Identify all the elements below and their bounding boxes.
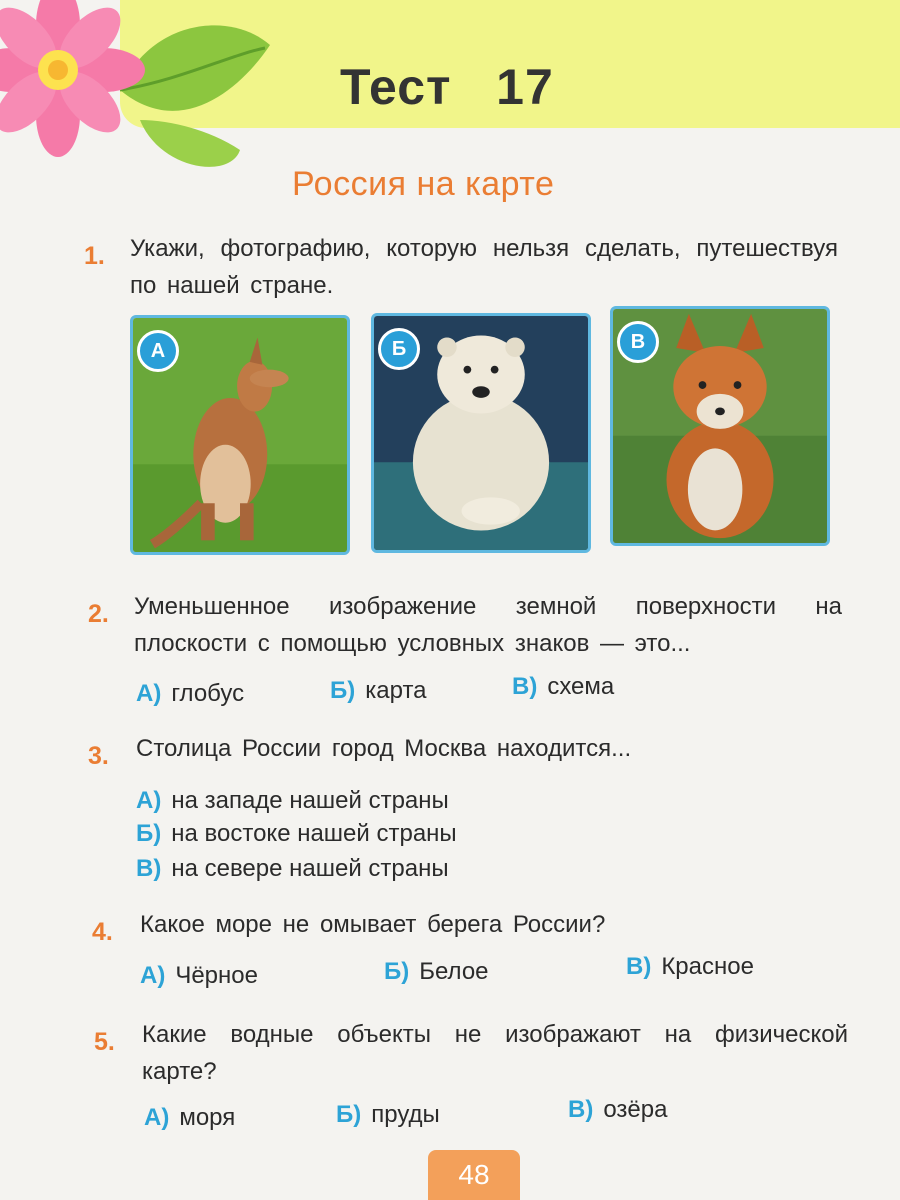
option-letter: Б) bbox=[384, 958, 410, 985]
question-4-number: 4. bbox=[92, 918, 113, 946]
question-5-number: 5. bbox=[94, 1028, 115, 1056]
question-1-text: Укажи, фотографию, которую нельзя сделать, путешествуя по нашей стране. bbox=[130, 235, 838, 299]
option-letter: В) bbox=[568, 1096, 594, 1123]
option-letter: А) bbox=[144, 1104, 170, 1131]
option-text: Красное bbox=[661, 953, 754, 980]
question-3-text: Столица России город Москва находится... bbox=[136, 735, 632, 762]
badge-a: А bbox=[137, 330, 179, 372]
option-letter: В) bbox=[136, 855, 162, 882]
option-letter: А) bbox=[140, 962, 166, 989]
option-text: глобус bbox=[171, 680, 245, 707]
option-letter: А) bbox=[136, 787, 162, 814]
q5-option-a[interactable] bbox=[144, 1104, 235, 1132]
option-text: Чёрное bbox=[175, 962, 258, 989]
q4-option-b[interactable] bbox=[384, 958, 489, 986]
option-text: на западе нашей страны bbox=[171, 787, 449, 814]
q4-option-v[interactable] bbox=[626, 953, 754, 981]
option-text: пруды bbox=[371, 1101, 440, 1128]
option-text: на востоке нашей страны bbox=[171, 820, 457, 847]
q4-option-a[interactable] bbox=[140, 962, 258, 990]
option-letter: А) bbox=[136, 680, 162, 707]
badge-b: Б bbox=[378, 328, 420, 370]
q2-option-a[interactable] bbox=[136, 680, 244, 708]
q5-option-v[interactable] bbox=[568, 1096, 667, 1124]
option-text: озёра bbox=[603, 1096, 668, 1123]
question-1-number: 1. bbox=[84, 242, 105, 270]
question-4-text: Какое море не омывает берега России? bbox=[140, 911, 606, 938]
q3-option-v[interactable] bbox=[136, 855, 449, 883]
photo-option-b[interactable] bbox=[371, 313, 591, 553]
option-letter: Б) bbox=[330, 677, 356, 704]
option-letter: В) bbox=[512, 673, 538, 700]
question-2-number: 2. bbox=[88, 600, 109, 628]
section-subtitle: Россия на карте bbox=[292, 165, 555, 203]
test-title: Тест 17 bbox=[340, 59, 554, 115]
q2-option-b[interactable] bbox=[330, 677, 427, 705]
option-text: карта bbox=[365, 677, 427, 704]
flower-leaf-decoration bbox=[0, 0, 280, 200]
option-letter: Б) bbox=[136, 820, 162, 847]
page-number: 48 bbox=[428, 1150, 520, 1200]
question-3-number: 3. bbox=[88, 742, 109, 770]
q2-option-v[interactable] bbox=[512, 673, 614, 701]
question-5-text: Какие водные объекты не изображают на физической карте? bbox=[142, 1021, 848, 1085]
option-text: Белое bbox=[419, 958, 489, 985]
option-text: моря bbox=[179, 1104, 236, 1131]
q3-option-a[interactable] bbox=[136, 787, 449, 815]
photo-option-v[interactable] bbox=[610, 306, 830, 546]
option-text: на севере нашей страны bbox=[171, 855, 449, 882]
badge-v: В bbox=[617, 321, 659, 363]
question-2-text: Уменьшенное изображение земной поверхности на плоскости с помощью условных знаков — это... bbox=[134, 593, 842, 657]
photo-option-a[interactable] bbox=[130, 315, 350, 555]
q5-option-b[interactable] bbox=[336, 1101, 440, 1129]
option-letter: В) bbox=[626, 953, 652, 980]
q3-option-b[interactable] bbox=[136, 820, 457, 848]
option-text: схема bbox=[547, 673, 615, 700]
option-letter: Б) bbox=[336, 1101, 362, 1128]
